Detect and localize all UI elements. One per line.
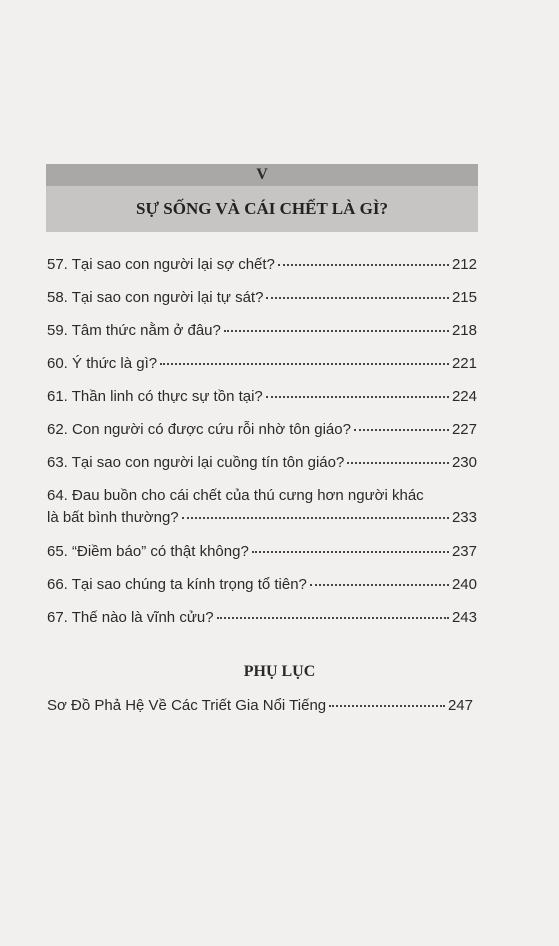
toc-page-number: 218 [451, 322, 477, 339]
toc-entry-58[interactable] [47, 287, 477, 320]
dot-leader [310, 584, 449, 586]
part-title: SỰ SỐNG VÀ CÁI CHẾT LÀ GÌ? [46, 186, 478, 232]
toc-page-number: 221 [451, 355, 477, 372]
toc-entry-title: 59. Tâm thức nằm ở đâu? [47, 322, 221, 339]
toc-entry-title-continued: là bất bình thường? [47, 509, 179, 526]
toc-entry-title: 65. “Điềm báo” có thật không? [47, 543, 249, 560]
toc-entry-title: 57. Tại sao con người lại sợ chết? [47, 256, 275, 273]
toc-entry-61[interactable] [47, 386, 477, 419]
toc-entry-title: 60. Ý thức là gì? [47, 355, 158, 372]
toc-entry-65[interactable] [47, 541, 477, 574]
toc-page-number: 240 [451, 576, 477, 593]
dot-leader [224, 330, 449, 332]
appendix-title: PHỤ LỤC [243, 663, 316, 680]
toc-entry-62[interactable] [47, 419, 477, 452]
toc-entry-60[interactable] [47, 353, 477, 386]
toc-entry-57[interactable] [47, 254, 477, 287]
toc-page-number: 224 [451, 388, 477, 405]
toc-entry-63[interactable] [47, 452, 477, 485]
table-of-contents [47, 254, 477, 640]
dot-leader [278, 264, 449, 266]
dot-leader [329, 705, 445, 707]
dot-leader [252, 551, 449, 553]
toc-page-number: 212 [451, 256, 477, 273]
dot-leader [266, 297, 449, 299]
toc-page-number: 237 [451, 543, 477, 560]
dot-leader [182, 517, 449, 519]
toc-entry-67[interactable] [47, 607, 477, 640]
dot-leader [160, 363, 449, 365]
toc-entry-title: 66. Tại sao chúng ta kính trọng tổ tiên? [47, 576, 307, 593]
appendix-entry[interactable] [47, 695, 473, 717]
toc-entry-title: 58. Tại sao con người lại tự sát? [47, 289, 264, 306]
toc-page-number: 215 [451, 289, 477, 306]
toc-entry-66[interactable] [47, 574, 477, 607]
dot-leader [347, 462, 449, 464]
toc-page-number: 247 [447, 697, 473, 714]
toc-page-number: 227 [451, 421, 477, 438]
toc-entry-64[interactable] [47, 485, 477, 541]
toc-page-number: 230 [451, 454, 477, 471]
part-header [46, 164, 478, 232]
toc-entry-title: Sơ Đồ Phả Hệ Về Các Triết Gia Nổi Tiếng [47, 697, 327, 714]
dot-leader [354, 429, 449, 431]
toc-entry-title: 63. Tại sao con người lại cuồng tín tôn giáo? [47, 454, 345, 471]
toc-page-number: 243 [451, 609, 477, 626]
toc-entry-59[interactable] [47, 320, 477, 353]
toc-entry-title: 62. Con người có được cứu rỗi nhờ tôn giáo? [47, 421, 351, 438]
toc-entry-title: 64. Đau buồn cho cái chết của thú cưng hơn người khác [47, 487, 424, 504]
toc-entry-title: 61. Thần linh có thực sự tồn tại? [47, 388, 263, 405]
dot-leader [217, 617, 449, 619]
dot-leader [266, 396, 449, 398]
part-number: V [46, 164, 478, 186]
toc-entry-title: 67. Thế nào là vĩnh cửu? [47, 609, 214, 626]
toc-page-number: 233 [451, 509, 477, 526]
